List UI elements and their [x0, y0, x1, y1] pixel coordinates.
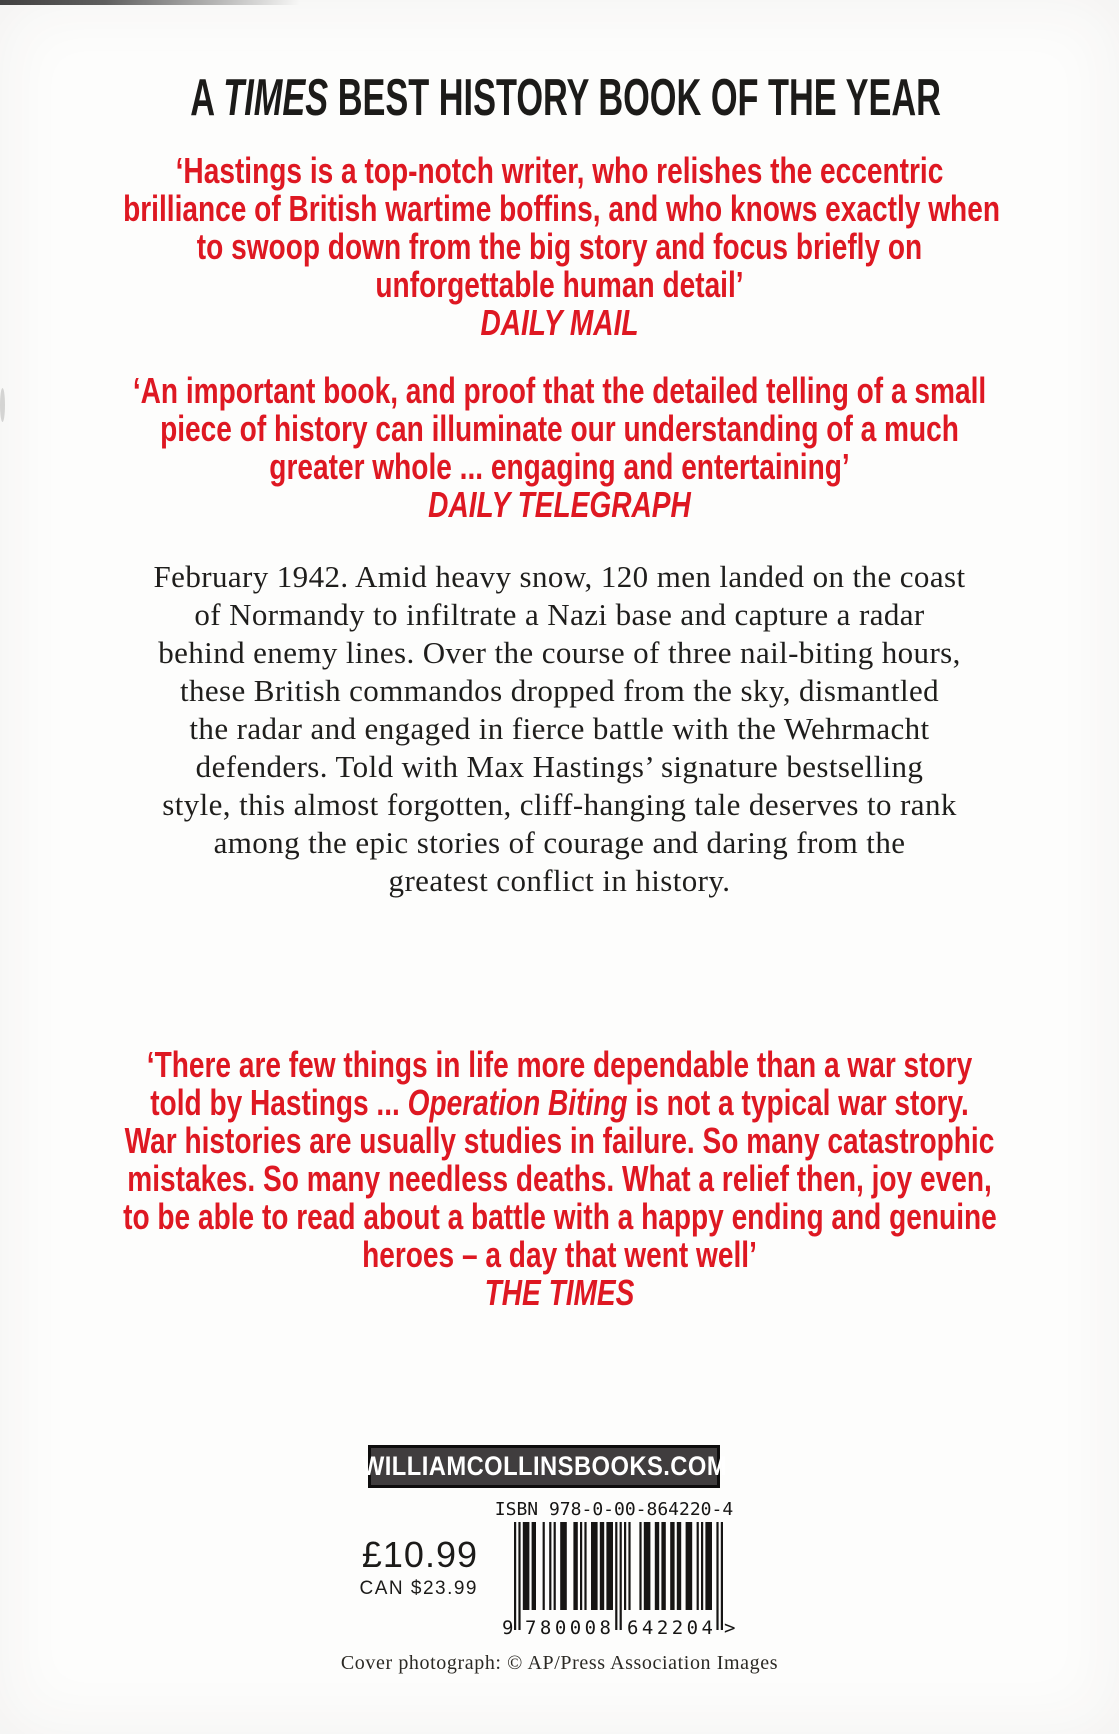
publisher-website-bar [361, 1445, 727, 1488]
quote-line: piece of history can illuminate our understanding of a much [160, 408, 959, 449]
quote-segment: is not a typical war story. [627, 1082, 969, 1123]
barcode-digit-left: 9 [502, 1617, 514, 1637]
ean-barcode-bars [514, 1522, 723, 1630]
synopsis-line: defenders. Told with Max Hastings’ signature bestselling [195, 749, 924, 784]
quote-line: brilliance of British wartime boffins, and who knows exactly when [123, 188, 1000, 229]
synopsis [0, 558, 1119, 900]
synopsis-line: among the epic stories of courage and daring from the [213, 825, 906, 860]
isbn-label: ISBN 978-0-00-864220-4 [494, 1499, 734, 1520]
quote-line [123, 1084, 996, 1122]
quote-segment: told by Hastings ... [150, 1082, 408, 1123]
quote-line: War histories are usually studies in failure. So many catastrophic [124, 1120, 995, 1161]
synopsis-line: February 1942. Amid heavy snow, 120 men landed on the coast [153, 559, 966, 594]
synopsis-line: of Normandy to infiltrate a Nazi base and capture a radar [194, 597, 925, 632]
synopsis-line: behind enemy lines. Over the course of three nail-biting hours, [158, 635, 961, 670]
synopsis-line: the radar and engaged in fierce battle with the Wehrmacht [189, 711, 930, 746]
award-italic: TIMES [223, 69, 329, 127]
award-line [190, 69, 941, 127]
scan-smudge-left-edge [0, 388, 5, 422]
quote-line: to swoop down from the big story and focus briefly on [196, 226, 923, 267]
quote-line: mistakes. So many needless deaths. What a relief then, joy even, [127, 1158, 992, 1199]
cover-credit: Cover photograph: © AP/Press Association Images [340, 1652, 779, 1674]
attribution-daily-telegraph: DAILY TELEGRAPH [428, 484, 691, 525]
quote-line: to be able to read about a battle with a happy ending and genuine [123, 1196, 997, 1237]
quote-line: heroes – a day that went well’ [362, 1234, 757, 1275]
attribution-the-times: THE TIMES [484, 1272, 635, 1313]
quote-line: ‘Hastings is a top-notch writer, who relishes the eccentric [175, 150, 944, 191]
barcode-digits-group2: 642204 [627, 1617, 713, 1637]
quote-line: ‘There are few things in life more dependable than a war story [146, 1044, 973, 1085]
award-pre: A [190, 69, 224, 127]
scan-smudge-top-left [0, 0, 300, 5]
scan-chevron: > [724, 1617, 736, 1637]
price-uk: £10.99 [361, 1534, 478, 1575]
quote-the-times [123, 1046, 996, 1312]
quote-daily-mail [123, 150, 1000, 343]
quote-line: ‘An important book, and proof that the detailed telling of a small [132, 370, 987, 411]
barcode-digits-group1: 780008 [525, 1617, 611, 1637]
attribution-daily-mail: DAILY MAIL [480, 302, 639, 343]
quote-line: greater whole ... engaging and entertaining’ [269, 446, 850, 487]
award-post: BEST HISTORY BOOK OF THE YEAR [328, 69, 941, 127]
price-block [336, 1535, 478, 1600]
ean-barcode [502, 1522, 738, 1637]
quote-line: unforgettable human detail’ [375, 264, 744, 305]
quote-daily-telegraph [123, 372, 996, 524]
synopsis-line: these British commandos dropped from the sky, dismantled [179, 673, 940, 708]
quote-book-title: Operation Biting [407, 1082, 628, 1123]
publisher-website-text: WILLIAMCOLLINSBOOKS.COM [361, 1451, 727, 1481]
price-canada: CAN $23.99 [359, 1578, 478, 1599]
synopsis-line: greatest conflict in history. [388, 863, 731, 898]
synopsis-line: style, this almost forgotten, cliff-hanging tale deserves to rank [162, 787, 957, 822]
